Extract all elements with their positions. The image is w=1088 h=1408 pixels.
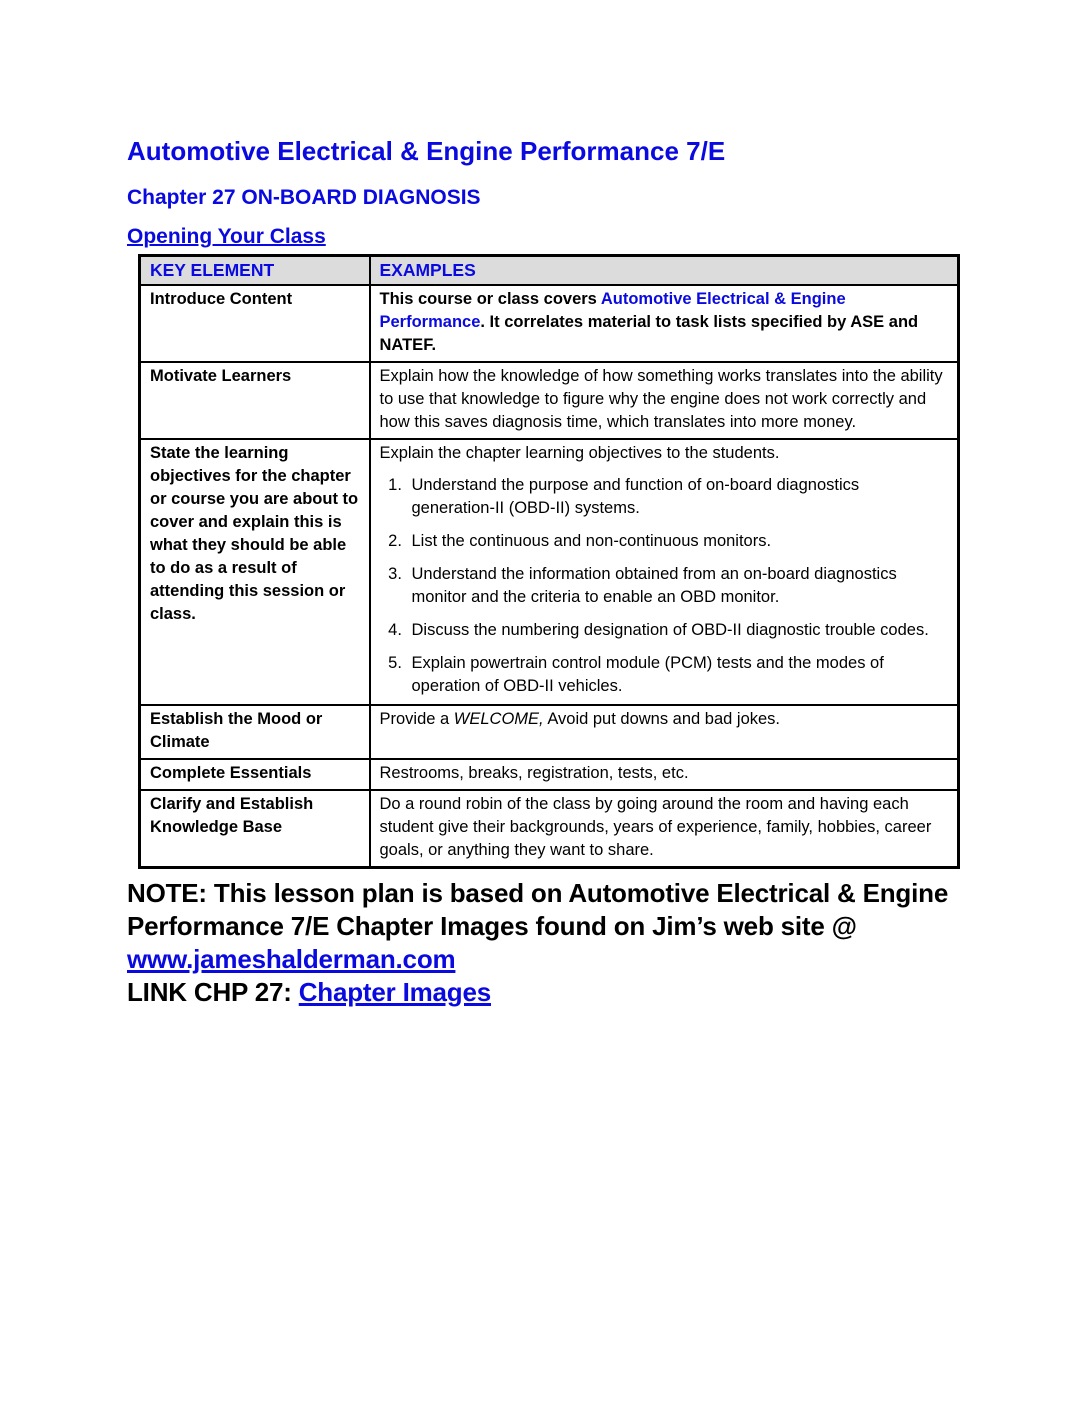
link-chp-label: LINK CHP 27: [127, 977, 299, 1007]
welcome-italic-text: WELCOME, [453, 710, 544, 728]
key-element-column-header: KEY ELEMENT [140, 256, 370, 286]
objectives-intro: Explain the chapter learning objectives to the students. [379, 444, 780, 462]
mood-text-1: Provide a [379, 710, 454, 728]
examples-cell: Explain how the knowledge of how something works translates into the ability to use that knowledge to figure why the engine does not work correctly and how this saves diagnosis time, which translates into more money. [370, 362, 959, 439]
key-cell: Introduce Content [140, 285, 370, 362]
section-heading-wrap [127, 224, 970, 249]
key-cell: State the learning objectives for the chapter or course you are about to cover and explain this is what they should be able to do as a result of attending this session or class. [140, 439, 370, 705]
examples-cell [370, 285, 959, 362]
mood-text-2: Avoid put downs and bad jokes. [543, 710, 781, 728]
objective-item: 1. Understand the purpose and function of on-board diagnostics generation-II (OBD-II) systems. [407, 474, 948, 520]
table-row-clarify-knowledge [140, 790, 959, 868]
objective-item: 5. Explain powertrain control module (PCM) tests and the modes of operation of OBD-II vehicles. [407, 652, 948, 698]
chapter-images-link[interactable]: Chapter Images [298, 977, 491, 1007]
key-cell: Establish the Mood or Climate [140, 705, 370, 759]
table-header-row [140, 256, 959, 286]
intro-text-black-1: This course or class covers [379, 290, 601, 308]
table-row-motivate-learners [140, 362, 959, 439]
website-link[interactable]: www.jameshalderman.com [127, 944, 456, 974]
examples-cell: Do a round robin of the class by going around the room and having each student give their backgrounds, years of experience, family, hobbies, career goals, or anything they want to share. [370, 790, 959, 868]
note-paragraph [127, 877, 972, 976]
examples-cell: Restrooms, breaks, registration, tests, etc. [370, 759, 959, 790]
page-title: Automotive Electrical & Engine Performance 7/E [127, 136, 726, 166]
chapter-link-line [127, 976, 972, 1009]
objective-item: 3. Understand the information obtained from an on-board diagnostics monitor and the criteria to enable an OBD monitor. [407, 563, 948, 609]
table-row-introduce-content [140, 285, 959, 362]
examples-cell [370, 439, 959, 705]
key-cell: Complete Essentials [140, 759, 370, 790]
examples-cell [370, 705, 959, 759]
table-row-establish-mood [140, 705, 959, 759]
chapter-heading: Chapter 27 ON-BOARD DIAGNOSIS [127, 186, 481, 209]
note-text: NOTE: This lesson plan is based on Automotive Electrical & Engine Performance 7/E Chapter Images found on Jim’s web site @ [127, 878, 949, 941]
key-cell: Motivate Learners [140, 362, 370, 439]
objectives-list [380, 474, 948, 698]
table-row-complete-essentials [140, 759, 959, 790]
examples-column-header: EXAMPLES [370, 256, 959, 286]
lesson-plan-table [138, 254, 960, 869]
table-row-learning-objectives [140, 439, 959, 705]
intro-text-blue-course-name: Automotive Electrical & Engine Performance [379, 290, 846, 331]
opening-your-class-link[interactable]: Opening Your Class [127, 225, 326, 248]
intro-text-black-2: . It correlates material to task lists specified by ASE and NATEF. [379, 313, 919, 354]
objective-item: 2. List the continuous and non-continuous monitors. [407, 530, 948, 553]
key-cell: Clarify and Establish Knowledge Base [140, 790, 370, 868]
objective-item: 4. Discuss the numbering designation of OBD-II diagnostic trouble codes. [407, 619, 948, 642]
